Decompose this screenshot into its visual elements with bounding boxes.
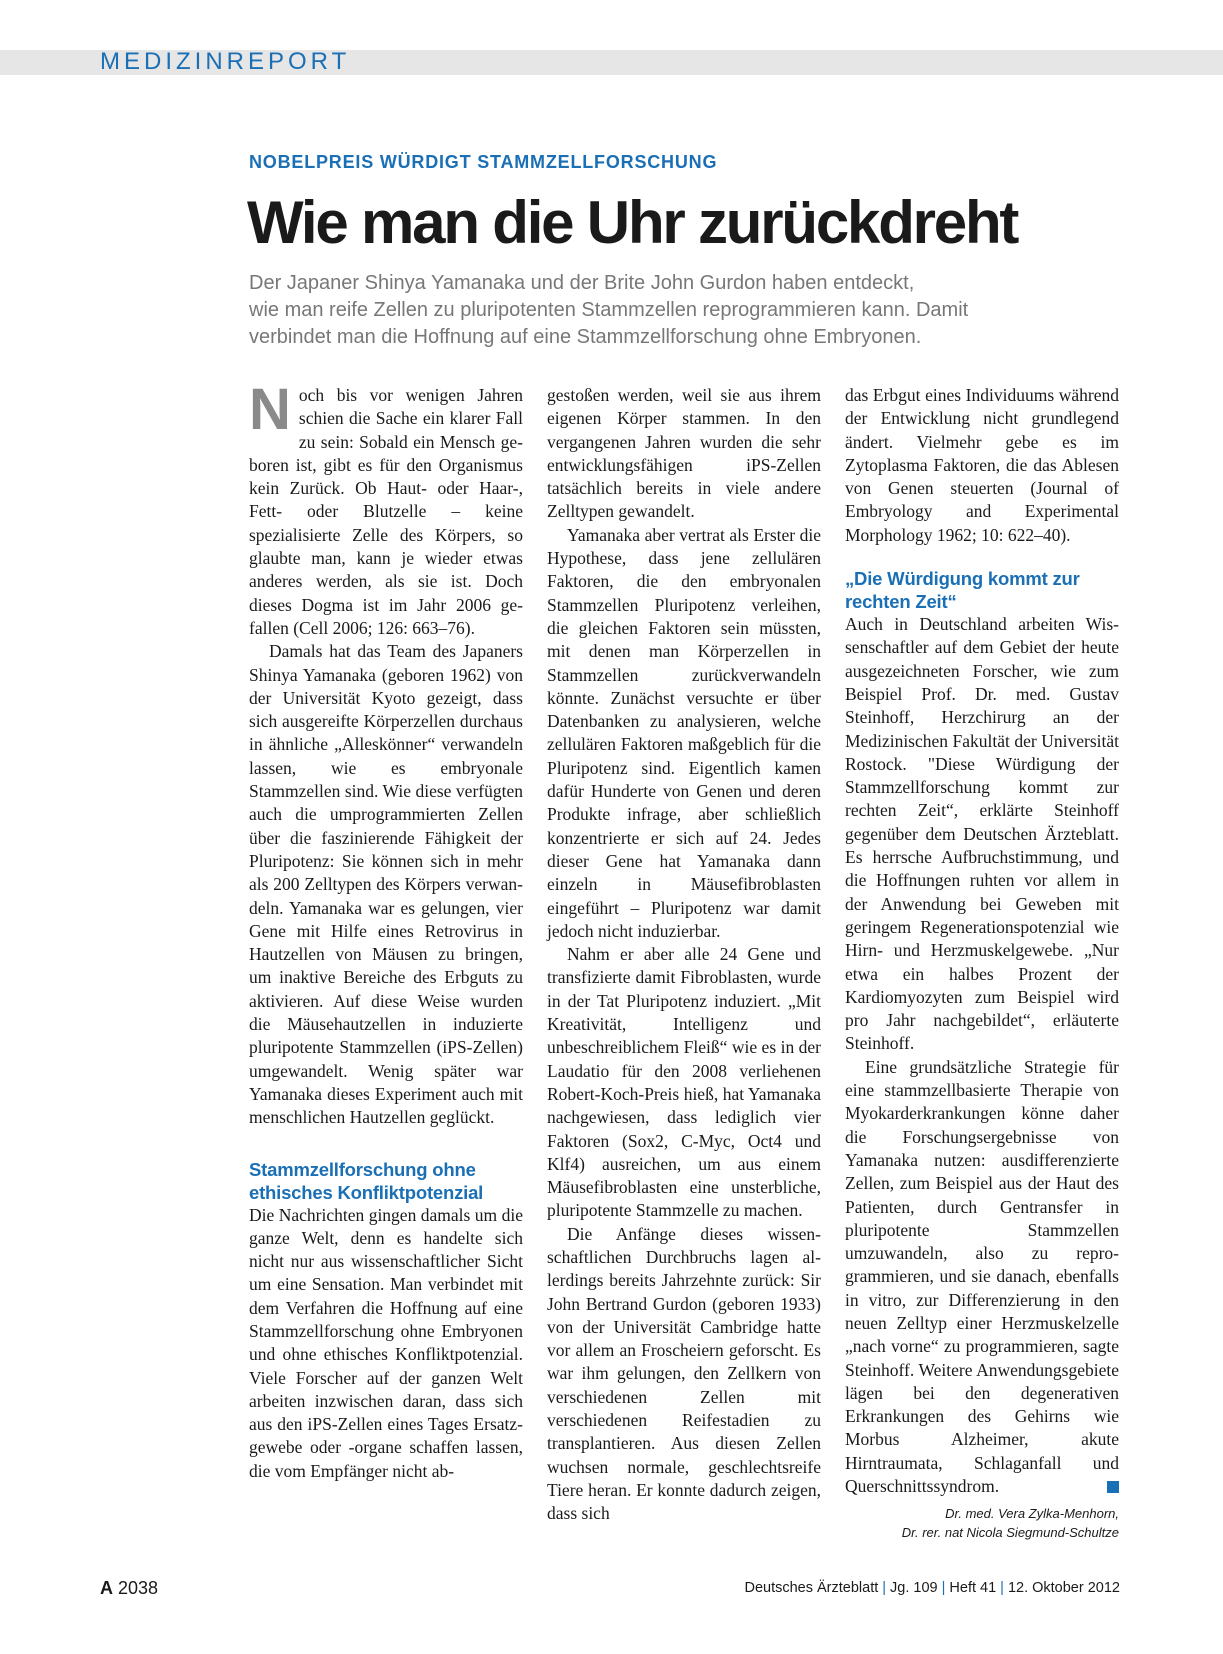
paragraph: Damals hat das Team des Japaners Shinya Yamanaka (geboren 1962) von der Universität Kyoto gezeigt, dass sich ausgereifte Körperzellen durchaus in ähnliche „Alleskönner“ verwandeln lassen, wie es embryonale Stammzellen sind. Wie diese verfügten auch die umprogrammierten Zellen über die faszinierende Fähigkeit der Pluripotenz: Sie können sich in mehr als 200 Zelltypen des Körpers verwandeln. Yamanaka war es gelungen, vier Gene mit Hilfe eines Retrovirus in Hautzellen von Mäusen zu bringen, um inaktive Bereiche des Erbguts zu aktivieren. Auf diese Weise wurden die Mäusehautzellen in induzierte pluripotente Stammzellen (iPS-Zellen) umgewandelt. Wenig später war Yamanaka dieses Experiment auch mit menschlichen Hautzellen geglückt. bbox=[249, 641, 523, 1128]
page-prefix: A bbox=[100, 1578, 113, 1598]
footer-separator: | bbox=[941, 1580, 946, 1596]
journal-issue: Heft 41 bbox=[949, 1580, 997, 1596]
text-column-1 bbox=[249, 377, 523, 1483]
subheading: Stammzellforschung ohne ethisches Konfliktpotenzial bbox=[249, 1158, 484, 1203]
author-name: Dr. med. Vera Zylka-Menhorn, bbox=[945, 1506, 1119, 1522]
article-title: Wie man die Uhr zurückdreht bbox=[247, 189, 1018, 256]
subheading: „Die Würdigung kommt zur rechten Zeit“ bbox=[845, 568, 1080, 613]
footer-info bbox=[744, 1580, 1120, 1596]
author-name: Dr. rer. nat Nicola Siegmund-Schultze bbox=[901, 1525, 1119, 1541]
lead-line: wie man reife Zellen zu pluripotenten Stammzellen reprogrammieren kann. Damit bbox=[249, 299, 969, 321]
article-kicker: NOBELPREIS WÜRDIGT STAMMZELLFORSCHUNG bbox=[249, 152, 718, 172]
paragraph: Die Nachrichten gingen damals um die ganze Welt, denn es handelte sich nicht nur aus wissenschaftlicher Sicht um eine Sensation. Man verbindet mit dem Verfahren die Hoffnung auf eine Stammzellforschung ohne Embryonen und ohne ethisches Konfliktpotenzial. Viele Forscher auf der ganzen Welt arbeiten inzwischen daran, dass sich aus den iPS-Zellen eines Tages Ersatzgewebe oder -organe schaffen lassen, die vom Empfänger nicht ab- bbox=[249, 1204, 523, 1481]
article-lead bbox=[249, 270, 1129, 351]
lead-line: Der Japaner Shinya Yamanaka und der Brite John Gurdon haben entdeckt, bbox=[249, 272, 915, 294]
paragraph bbox=[845, 1056, 1119, 1499]
paragraph-text: Eine grundsätzliche Strategie für eine stammzellbasierte Therapie von Myokarderkrankungen könne daher die Forschungsergebnisse von Yamanaka nutzen: ausdifferenzierte Zellen, zum Beispiel aus der Haut des Patienten, durch Gentransfer in pluripotente Stammzellen umzuwandeln, also zu reprogrammieren, und sie danach, ebenfalls in vitro, zur Differenzierung in den neuen Zelltyp einer Herzmuskelzelle „nach vorne“ zu programmieren, sagte Steinhoff. Weitere Anwendungsgebiete lägen bei den degenerativen Erkrankungen des Gehirns wie Morbus Alzheimer, akute Hirntraumata, Schlaganfall und Querschnittssyndrom. bbox=[845, 1056, 1119, 1497]
journal-name: Deutsches Ärzteblatt bbox=[744, 1580, 879, 1596]
paragraph bbox=[249, 377, 523, 640]
lead-line: verbindet man die Hoffnung auf eine Stammzellforschung ohne Embryonen. bbox=[249, 326, 922, 348]
paragraph: Auch in Deutschland arbeiten Wissenschaftler auf dem Gebiet der heute ausgezeichneten Forscher, wie zum Beispiel Prof. Dr. med. Gustav Steinhoff, Herzchirurg an der Medizinischen Fakultät der Universität Rostock. "Diese Würdigung der Stammzellforschung kommt zur rechten Zeit“, erklärte Steinhoff gegenüber dem Deutschen Ärzteblatt. Es herrsche Aufbruchstimmung, und die Hoffnungen ruhten vor allem in der Anwendung bei Geweben mit geringem Regenerationspotenzial wie Hirn- und Herzmuskelgewebe. „Nur etwa ein halbes Prozent der Kardiomyozyten zum Beispiel wird pro Jahr nachgebildet“, erläuterte Steinhoff. bbox=[845, 614, 1119, 1054]
paragraph: Die Anfänge dieses wissenschaftlichen Durchbruchs lagen allerdings bereits Jahrzehnte zurück: Sir John Bertrand Gurdon (geboren 1933) von der Universität Cambridge hatte vor allem an Froscheiern geforscht. Es war ihm gelungen, den Zellkern von verschiedenen Zellen mit verschiedenen Reifestadien zu transplantieren. Aus diesen Zellen wuchsen normale, geschlechtsreife Tiere heran. Er konnte dadurch zeigen, dass sich bbox=[547, 1223, 821, 1524]
text-column-3 bbox=[845, 384, 1119, 1542]
paragraph-text: och bis vor wenigen Jahren schien die Sache ein klarer Fall zu sein: Sobald ein Mensch geboren ist, gibt es für den Organismus kein Zurück. Ob Haut- oder Haar-, Fett- oder Blutzelle – keine spezialisierte Zelle des Körpers, so glaubte man, kann je wieder etwas anderes werden, als sie ist. Doch dieses Dogma ist im Jahr 2006 gefallen (Cell 2006; 126: 663–76). bbox=[249, 385, 523, 638]
page-number bbox=[100, 1578, 158, 1599]
page-number-value: 2038 bbox=[118, 1578, 159, 1598]
footer-separator: | bbox=[882, 1580, 887, 1596]
paragraph: Nahm er aber alle 24 Gene und transfizierte damit Fibroblasten, wurde in der Tat Pluripotenz induziert. „Mit Kreativität, Intelligenz und unbeschreiblichem Fleiß“ wie es in der Laudatio für den 2008 verliehenen Robert-Koch-Preis hieß, hat Yamanaka nachgewiesen, dass lediglich vier Faktoren (Sox2, C-Myc, Oct4 und Klf4) ausreichen, um aus einem Mäusefibroblasten eine unsterbliche, pluripotente Stammzelle zu machen. bbox=[547, 944, 821, 1221]
paragraph: gestoßen werden, weil sie aus ihrem eigenen Körper stammen. In den vergangenen Jahren wurden die sehr entwicklungsfähigen iPS-Zellen tatsächlich bereits in viele andere Zelltypen gewandelt. bbox=[547, 385, 821, 522]
journal-volume: Jg. 109 bbox=[890, 1580, 938, 1596]
drop-cap: N bbox=[249, 377, 291, 442]
footer-separator: | bbox=[1000, 1580, 1004, 1596]
author-credit bbox=[845, 1504, 1119, 1542]
paragraph: das Erbgut eines Individuums während der Entwicklung nicht grundlegend ändert. Vielmehr gebe es im Zytoplasma Faktoren, die das Ablesen von Genen steuerten (Journal of Embryology and Experimental Morphology 1962; 10: 622–40). bbox=[845, 385, 1119, 545]
end-mark-icon bbox=[1107, 1481, 1119, 1493]
journal-date: 12. Oktober 2012 bbox=[1007, 1580, 1120, 1596]
text-column-2 bbox=[547, 384, 821, 1526]
section-label: MEDIZINREPORT bbox=[100, 48, 351, 75]
paragraph: Yamanaka aber vertrat als Erster die Hypothese, dass jene zellulären Faktoren, die den embryonalen Stammzellen Pluripotenz verleihen, die gleichen Faktoren sein müssten, mit denen man Körperzellen in Stammzellen zurückverwandeln könnte. Zunächst versuchte er über Datenbanken zu analysieren, welche zellulären Faktoren maßgeblich für die Pluripotenz sind. Eigentlich kamen dafür Hunderte von Genen und deren Produkte infrage, aber schließlich konzentrierte er sich auf 24. Jedes dieser Gene hat Yamanaka dann einzeln in Mäusefibroblasten eingeführt – Pluripotenz war damit jedoch nicht induzierbar. bbox=[547, 524, 821, 941]
